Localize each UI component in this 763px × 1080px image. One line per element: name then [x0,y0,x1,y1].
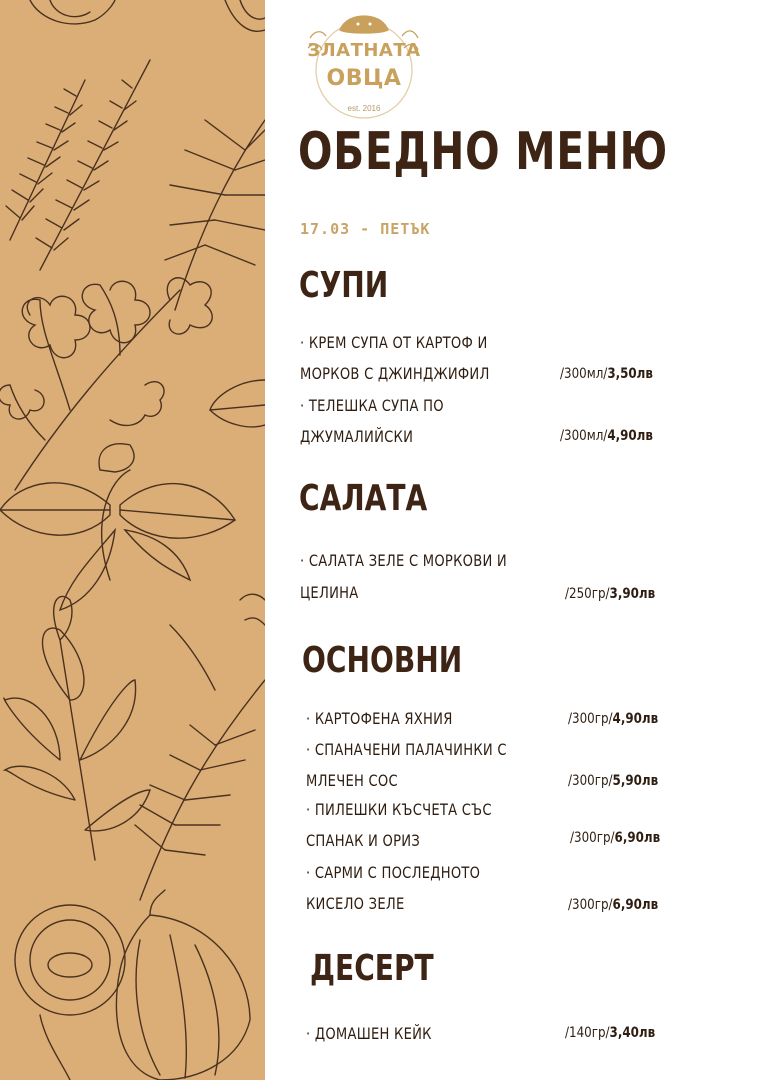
onion-icon [15,890,250,1080]
menu-item-price [565,586,655,602]
dill-sprig-icon [135,625,265,900]
menu-item-line: · ДОМАШЕН КЕЙК [306,1024,432,1043]
basil-icon [0,444,235,610]
dill-icon [165,120,265,310]
logo-established: est. 2016 [347,104,381,113]
restaurant-logo [300,8,428,120]
logo-line-2: ОВЦА [326,66,402,91]
menu-date: 17.03 - ПЕТЪК [300,220,431,238]
price-value: 5,90лв [612,773,659,789]
section-title-dessert: ДЕСЕРТ [310,948,434,989]
menu-item-line: · САРМИ С ПОСЛЕДНОТО [306,863,481,882]
menu-item-price [568,773,658,789]
parsley-icon [0,278,212,490]
leaf-icon [210,380,265,625]
menu-item-line: · ТЕЛЕШКА СУПА ПО [300,396,444,415]
menu-item-price [570,830,660,846]
menu-item-line: ЦЕЛИНА [300,583,359,602]
menu-item-price [565,1025,655,1041]
logo-line-1: ЗЛАТНАТА [307,40,421,61]
rosemary-icon [6,60,150,270]
price-value: 3,50лв [607,366,653,382]
portion-size: /300гр/ [570,830,615,846]
menu-item-price [568,711,658,727]
page-title: ОБЕДНО МЕНЮ [298,122,668,182]
price-value: 6,90лв [612,897,659,913]
portion-size: /300гр/ [568,711,613,727]
portion-size: /140гр/ [565,1025,610,1041]
menu-item-line: МОРКОВ С ДЖИНДЖИФИЛ [300,364,490,383]
price-value: 3,90лв [609,586,656,602]
herbs-illustration [0,0,265,1080]
menu-item-line: · САЛАТА ЗЕЛЕ С МОРКОВИ И [300,551,507,570]
garlic-top-icon [30,0,265,31]
price-value: 6,90лв [614,830,661,846]
menu-item-price [560,428,653,444]
menu-item-line: · СПАНАЧЕНИ ПАЛАЧИНКИ С [306,740,507,759]
portion-size: /250гр/ [565,586,610,602]
menu-item-line: · КАРТОФЕНА ЯХНИЯ [306,709,453,728]
section-title-soups: СУПИ [299,265,389,306]
portion-size: /300гр/ [568,897,613,913]
menu-item-line: · КРЕМ СУПА ОТ КАРТОФ И [300,333,488,352]
portion-size: /300мл/ [560,366,608,382]
section-title-mains: ОСНОВНИ [302,640,463,681]
section-title-salad: САЛАТА [299,478,428,519]
price-value: 4,90лв [612,711,659,727]
price-value: 4,90лв [607,428,653,444]
menu-item-line: МЛЕЧЕН СОС [306,771,398,790]
price-value: 3,40лв [609,1025,656,1041]
menu-item-line: · ПИЛЕШКИ КЪСЧЕТА СЪС [306,800,492,819]
bay-leaf-icon [4,596,150,860]
herb-illustration-panel [0,0,265,1080]
menu-item-line: СПАНАК И ОРИЗ [306,831,420,850]
portion-size: /300мл/ [560,428,608,444]
portion-size: /300гр/ [568,773,613,789]
menu-item-line: КИСЕЛО ЗЕЛЕ [306,894,405,913]
menu-item-line: ДЖУМАЛИЙСКИ [300,427,414,446]
menu-item-price [568,897,658,913]
menu-item-price [560,366,653,382]
